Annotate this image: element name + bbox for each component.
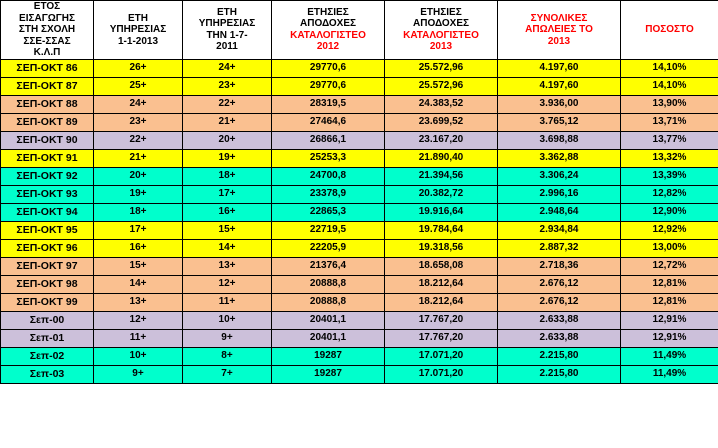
table-cell: 12,72% bbox=[621, 257, 718, 275]
table-row bbox=[1, 167, 718, 185]
table-cell: 11,49% bbox=[621, 365, 718, 383]
table-cell: 2.676,12 bbox=[498, 275, 621, 293]
table-cell: 13,71% bbox=[621, 113, 718, 131]
table-cell: 3.306,24 bbox=[498, 167, 621, 185]
table-cell: 12,92% bbox=[621, 221, 718, 239]
table-cell: 20.382,72 bbox=[385, 185, 498, 203]
column-header-line: ΣΤΗ ΣΧΟΛΗ bbox=[18, 24, 76, 35]
table-row bbox=[1, 95, 718, 113]
table-cell: 2.718,36 bbox=[498, 257, 621, 275]
table-row bbox=[1, 293, 718, 311]
table-cell: ΣΕΠ-ΟΚΤ 97 bbox=[1, 257, 94, 275]
table-cell: 22719,5 bbox=[272, 221, 385, 239]
table-cell: 21.394,56 bbox=[385, 167, 498, 185]
column-header-line: ΥΠΗΡΕΣΙΑΣ bbox=[109, 24, 167, 35]
table-cell: 19+ bbox=[94, 185, 183, 203]
table-cell: ΣΕΠ-ΟΚΤ 89 bbox=[1, 113, 94, 131]
table-cell: 17.071,20 bbox=[385, 347, 498, 365]
table-cell: 12,81% bbox=[621, 275, 718, 293]
column-header-line: ΣΣΕ-ΣΣΑΣ bbox=[23, 35, 71, 47]
column-header-line: ΠΟΣΟΣΤΟ bbox=[645, 24, 694, 35]
table-cell: 19287 bbox=[272, 347, 385, 365]
table-cell: ΣΕΠ-ΟΚΤ 88 bbox=[1, 95, 94, 113]
table-cell: 21376,4 bbox=[272, 257, 385, 275]
table-cell: ΣΕΠ-ΟΚΤ 96 bbox=[1, 239, 94, 257]
table-cell: 16+ bbox=[183, 203, 272, 221]
table-cell: 18.658,08 bbox=[385, 257, 498, 275]
table-cell: Σεπ-01 bbox=[1, 329, 94, 347]
column-header-6 bbox=[621, 1, 718, 60]
table-cell: 13+ bbox=[94, 293, 183, 311]
column-header-0 bbox=[1, 1, 94, 60]
column-header-line: ΕΤΗΣΙΕΣ bbox=[307, 6, 349, 18]
table-cell: 19+ bbox=[183, 149, 272, 167]
column-header-line: ΚΑΤΑΛΟΓΙΣΤΕΟ bbox=[290, 29, 366, 41]
table-cell: 18+ bbox=[94, 203, 183, 221]
table-cell: 9+ bbox=[94, 365, 183, 383]
column-header-line: ΥΠΗΡΕΣΙΑΣ bbox=[198, 18, 256, 30]
table-cell: 2.215,80 bbox=[498, 347, 621, 365]
table-cell: 23+ bbox=[94, 113, 183, 131]
table-cell: 19.916,64 bbox=[385, 203, 498, 221]
table-row bbox=[1, 365, 718, 383]
column-header-line: ΕΤΗ bbox=[128, 12, 148, 24]
column-header-line: ΣΥΝΟΛΙΚΕΣ bbox=[530, 12, 588, 24]
column-header-line: 2013 bbox=[429, 41, 453, 53]
table-cell: 21.890,40 bbox=[385, 149, 498, 167]
table-cell: 20401,1 bbox=[272, 329, 385, 347]
table-row bbox=[1, 221, 718, 239]
table-cell: 29770,6 bbox=[272, 77, 385, 95]
table-cell: 13,32% bbox=[621, 149, 718, 167]
table-cell: ΣΕΠ-ΟΚΤ 94 bbox=[1, 203, 94, 221]
table-cell: 17.071,20 bbox=[385, 365, 498, 383]
table-cell: 28319,5 bbox=[272, 95, 385, 113]
table-cell: 23.167,20 bbox=[385, 131, 498, 149]
table-cell: ΣΕΠ-ΟΚΤ 93 bbox=[1, 185, 94, 203]
table-cell: 22+ bbox=[183, 95, 272, 113]
table-cell: 4.197,60 bbox=[498, 59, 621, 77]
table-cell: 25+ bbox=[94, 77, 183, 95]
table-cell: 18+ bbox=[183, 167, 272, 185]
table-cell: 23.699,52 bbox=[385, 113, 498, 131]
table-cell: 8+ bbox=[183, 347, 272, 365]
table-cell: 3.362,88 bbox=[498, 149, 621, 167]
column-header-2 bbox=[183, 1, 272, 60]
table-row bbox=[1, 185, 718, 203]
table-cell: 7+ bbox=[183, 365, 272, 383]
table-cell: 16+ bbox=[94, 239, 183, 257]
table-cell: 14+ bbox=[183, 239, 272, 257]
table-cell: 3.936,00 bbox=[498, 95, 621, 113]
table-cell: 26866,1 bbox=[272, 131, 385, 149]
table-cell: 25253,3 bbox=[272, 149, 385, 167]
column-header-line: Κ.Λ.Π bbox=[33, 47, 61, 58]
table-cell: 15+ bbox=[94, 257, 183, 275]
column-header-line: ΚΑΤΑΛΟΓΙΣΤΕΟ bbox=[403, 29, 479, 41]
table-cell: 13,77% bbox=[621, 131, 718, 149]
table-cell: 14,10% bbox=[621, 59, 718, 77]
table-cell: 12+ bbox=[94, 311, 183, 329]
table-row bbox=[1, 59, 718, 77]
table-cell: 15+ bbox=[183, 221, 272, 239]
table-cell: 19.784,64 bbox=[385, 221, 498, 239]
table-row bbox=[1, 149, 718, 167]
table-cell: 4.197,60 bbox=[498, 77, 621, 95]
table-cell: 2.676,12 bbox=[498, 293, 621, 311]
table-cell: 26+ bbox=[94, 59, 183, 77]
table-row bbox=[1, 77, 718, 95]
table-cell: ΣΕΠ-ΟΚΤ 86 bbox=[1, 59, 94, 77]
table-cell: 2.633,88 bbox=[498, 329, 621, 347]
table-cell: ΣΕΠ-ΟΚΤ 90 bbox=[1, 131, 94, 149]
table-cell: 20401,1 bbox=[272, 311, 385, 329]
column-header-3 bbox=[272, 1, 385, 60]
table-cell: 19.318,56 bbox=[385, 239, 498, 257]
table-row bbox=[1, 113, 718, 131]
table-cell: 22865,3 bbox=[272, 203, 385, 221]
table-cell: Σεπ-03 bbox=[1, 365, 94, 383]
table-cell: 12+ bbox=[183, 275, 272, 293]
column-header-line: ΕΤΟΣ bbox=[33, 1, 61, 12]
column-header-line: 1-1-2013 bbox=[117, 35, 159, 47]
table-cell: ΣΕΠ-ΟΚΤ 99 bbox=[1, 293, 94, 311]
table-cell: 22205,9 bbox=[272, 239, 385, 257]
table-row bbox=[1, 203, 718, 221]
table-cell: 12,91% bbox=[621, 329, 718, 347]
table-row bbox=[1, 239, 718, 257]
table-row bbox=[1, 329, 718, 347]
column-header-line: ΕΙΣΑΓΩΓΗΣ bbox=[19, 12, 75, 24]
table-cell: Σεπ-02 bbox=[1, 347, 94, 365]
table-cell: 3.765,12 bbox=[498, 113, 621, 131]
column-header-line: 2011 bbox=[216, 41, 238, 53]
table-cell: 10+ bbox=[94, 347, 183, 365]
column-header-line: ΕΤΗΣΙΕΣ bbox=[420, 6, 462, 18]
table-cell: ΣΕΠ-ΟΚΤ 91 bbox=[1, 149, 94, 167]
table-cell: 11+ bbox=[183, 293, 272, 311]
table-cell: 12,90% bbox=[621, 203, 718, 221]
table-cell: 9+ bbox=[183, 329, 272, 347]
column-header-5 bbox=[498, 1, 621, 60]
table-cell: 2.948,64 bbox=[498, 203, 621, 221]
table-cell: 17.767,20 bbox=[385, 311, 498, 329]
table-cell: 29770,6 bbox=[272, 59, 385, 77]
table-row bbox=[1, 131, 718, 149]
table-cell: 18.212,64 bbox=[385, 275, 498, 293]
table-cell: 24+ bbox=[183, 59, 272, 77]
table-cell: 2.934,84 bbox=[498, 221, 621, 239]
table-cell: 11+ bbox=[94, 329, 183, 347]
table-cell: 13+ bbox=[183, 257, 272, 275]
table-cell: 17+ bbox=[183, 185, 272, 203]
header-row bbox=[1, 1, 718, 60]
table-cell: Σεπ-00 bbox=[1, 311, 94, 329]
table-cell: 21+ bbox=[94, 149, 183, 167]
table-cell: 2.215,80 bbox=[498, 365, 621, 383]
table-cell: 12,81% bbox=[621, 293, 718, 311]
table-cell: 12,91% bbox=[621, 311, 718, 329]
table-cell: 17+ bbox=[94, 221, 183, 239]
table-cell: 13,90% bbox=[621, 95, 718, 113]
table-cell: 20+ bbox=[183, 131, 272, 149]
table-cell: 23378,9 bbox=[272, 185, 385, 203]
table-row bbox=[1, 347, 718, 365]
table-cell: 24+ bbox=[94, 95, 183, 113]
table-header bbox=[1, 1, 718, 60]
table-cell: 25.572,96 bbox=[385, 77, 498, 95]
column-header-line: ΤΗΝ 1-7- bbox=[206, 29, 248, 41]
table-cell: 27464,6 bbox=[272, 113, 385, 131]
table-cell: 20888,8 bbox=[272, 293, 385, 311]
table-cell: 13,39% bbox=[621, 167, 718, 185]
table-cell: 22+ bbox=[94, 131, 183, 149]
table-cell: ΣΕΠ-ΟΚΤ 95 bbox=[1, 221, 94, 239]
table-cell: 2.887,32 bbox=[498, 239, 621, 257]
table-cell: ΣΕΠ-ΟΚΤ 98 bbox=[1, 275, 94, 293]
table-cell: 2.996,16 bbox=[498, 185, 621, 203]
column-header-line: 2012 bbox=[316, 41, 340, 53]
column-header-1 bbox=[94, 1, 183, 60]
table-cell: 14,10% bbox=[621, 77, 718, 95]
table-row bbox=[1, 311, 718, 329]
column-header-line: ΑΠΩΛΕΙΕΣ ΤΟ bbox=[525, 24, 593, 35]
column-header-line: ΑΠΟΔΟΧΕΣ bbox=[300, 18, 356, 30]
table-cell: 2.633,88 bbox=[498, 311, 621, 329]
table-row bbox=[1, 257, 718, 275]
table-cell: 17.767,20 bbox=[385, 329, 498, 347]
column-header-4 bbox=[385, 1, 498, 60]
table-cell: 24.383,52 bbox=[385, 95, 498, 113]
table-cell: 18.212,64 bbox=[385, 293, 498, 311]
column-header-line: 2013 bbox=[547, 35, 571, 47]
table-cell: 12,82% bbox=[621, 185, 718, 203]
column-header-line: ΕΤΗ bbox=[217, 6, 237, 18]
table-cell: 11,49% bbox=[621, 347, 718, 365]
table-cell: ΣΕΠ-ΟΚΤ 87 bbox=[1, 77, 94, 95]
table-cell: 3.698,88 bbox=[498, 131, 621, 149]
table-cell: 14+ bbox=[94, 275, 183, 293]
table-cell: 24700,8 bbox=[272, 167, 385, 185]
column-header-line: ΑΠΟΔΟΧΕΣ bbox=[413, 18, 469, 30]
table-body bbox=[1, 59, 718, 383]
table-row bbox=[1, 275, 718, 293]
table-cell: 25.572,96 bbox=[385, 59, 498, 77]
table-cell: 13,00% bbox=[621, 239, 718, 257]
table-cell: 20888,8 bbox=[272, 275, 385, 293]
table-cell: 23+ bbox=[183, 77, 272, 95]
table-cell: 10+ bbox=[183, 311, 272, 329]
table-cell: 19287 bbox=[272, 365, 385, 383]
table-cell: 20+ bbox=[94, 167, 183, 185]
table-cell: 21+ bbox=[183, 113, 272, 131]
table-cell: ΣΕΠ-ΟΚΤ 92 bbox=[1, 167, 94, 185]
